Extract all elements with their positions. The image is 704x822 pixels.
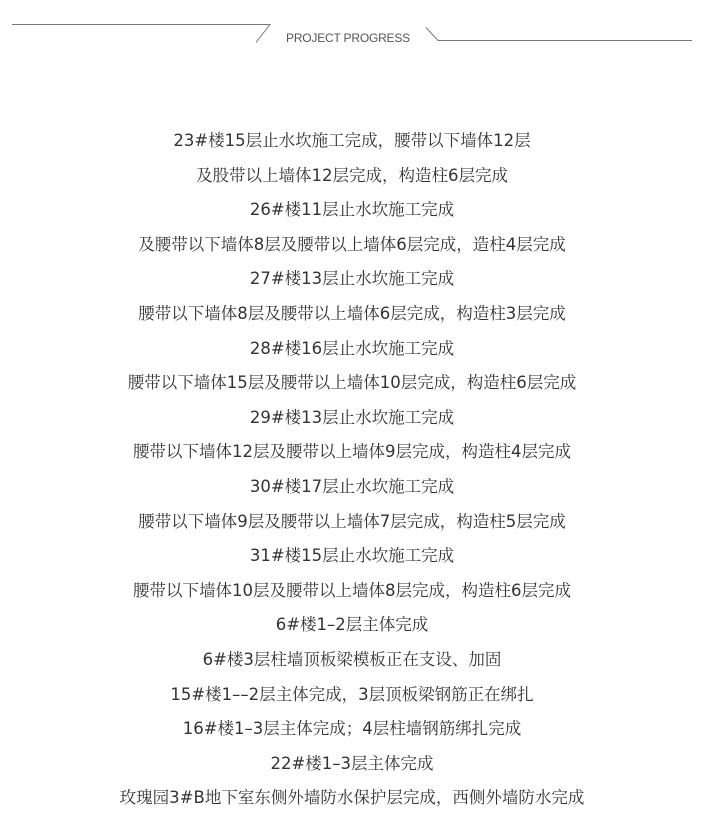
- progress-line: 腰带以下墙体8层及腰带以上墙体6层完成，构造柱3层完成: [138, 303, 566, 323]
- progress-list: [0, 124, 704, 816]
- progress-line: 腰带以下墙体9层及腰带以上墙体7层完成，构造柱5层完成: [138, 511, 566, 531]
- progress-line: 16#楼1–3层主体完成；4层柱墙钢筋绑扎完成: [182, 719, 522, 739]
- progress-line: 6#楼3层柱墙顶板梁模板正在支设、加固: [202, 649, 502, 669]
- progress-line: 30#楼17层止水坎施工完成: [249, 476, 455, 496]
- progress-line: 15#楼1––2层主体完成，3层顶板梁钢筋正在绑扎: [170, 684, 534, 704]
- progress-line: 及腰带以下墙体8层及腰带以上墙体6层完成，造柱4层完成: [138, 234, 566, 254]
- progress-line: 28#楼16层止水坎施工完成: [249, 338, 455, 358]
- progress-line: 玫瑰园3#B地下室东侧外墙防水保护层完成，西侧外墙防水完成: [119, 788, 585, 808]
- progress-line: 31#楼15层止水坎施工完成: [249, 546, 455, 566]
- section-header: [0, 0, 704, 60]
- progress-line: 及股带以上墙体12层完成，构造柱6层完成: [196, 165, 508, 185]
- header-divider: [0, 0, 704, 60]
- progress-line: 27#楼13层止水坎施工完成: [249, 269, 455, 289]
- progress-line: 22#楼1–3层主体完成: [270, 753, 434, 773]
- progress-line: 腰带以下墙体12层及腰带以上墙体9层完成，构造柱4层完成: [133, 442, 571, 462]
- progress-line: 29#楼13层止水坎施工完成: [249, 407, 455, 427]
- progress-line: 腰带以下墙体10层及腰带以上墙体8层完成，构造柱6层完成: [133, 580, 571, 600]
- progress-line: 26#楼11层止水坎施工完成: [249, 200, 455, 220]
- progress-line: 腰带以下墙体15层及腰带以上墙体10层完成，构造柱6层完成: [127, 373, 577, 393]
- section-title: PROJECT PROGRESS: [286, 31, 410, 45]
- progress-line: 23#楼15层止水坎施工完成，腰带以下墙体12层: [173, 131, 531, 150]
- progress-line: 6#楼1–2层主体完成: [275, 615, 429, 635]
